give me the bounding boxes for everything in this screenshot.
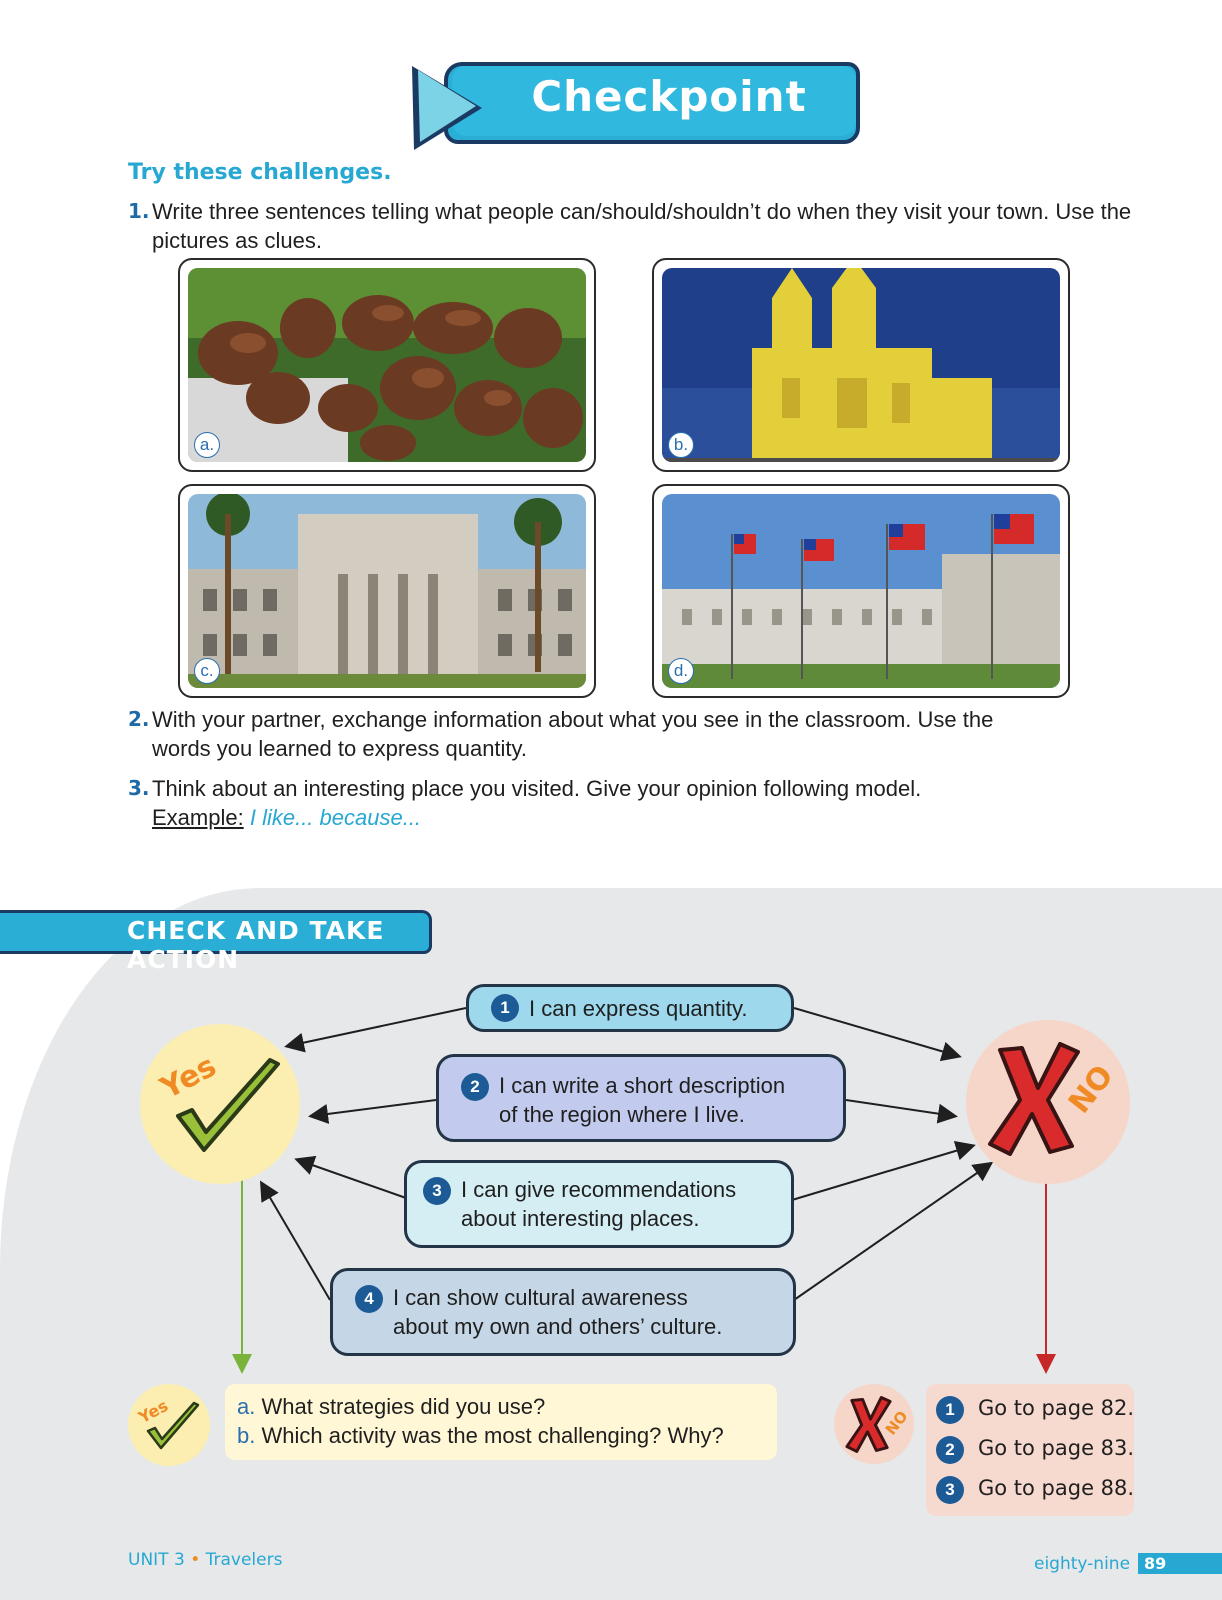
statement-number: 2 <box>461 1073 489 1101</box>
check-and-take-action-banner <box>0 910 436 974</box>
yes-circle <box>140 1024 300 1184</box>
item-text <box>152 774 1132 832</box>
statement-text-line-2: about interesting places. <box>461 1206 700 1231</box>
photo-label: a. <box>194 432 220 458</box>
play-arrow-icon <box>404 56 494 156</box>
statement-text-line-1: I can show cultural awareness <box>393 1285 688 1310</box>
action-text: Go to page 88. <box>978 1476 1135 1500</box>
item-number: 2. <box>128 707 150 731</box>
question-letter: a. <box>237 1394 256 1419</box>
checkmark-icon <box>144 1400 204 1460</box>
yes-label: Yes <box>155 1048 223 1107</box>
example-model: I like... because... <box>249 805 422 830</box>
statement-text: I can express quantity. <box>529 996 748 1021</box>
footer-unit <box>128 1550 282 1570</box>
no-circle <box>966 1020 1130 1184</box>
church-photo <box>662 268 1060 462</box>
museum-photo <box>188 494 586 688</box>
item-text: Write three sentences telling what people can/should/shouldn’t do when they visit your town. Use the pictures as clues. <box>152 199 1132 253</box>
action-number: 1 <box>936 1396 964 1424</box>
statement-number: 4 <box>355 1285 383 1313</box>
statement-4 <box>330 1268 796 1356</box>
no-label-small: NO <box>881 1407 912 1439</box>
yes-question-b <box>237 1421 765 1450</box>
statement-text-line-1: I can write a short description <box>499 1073 786 1098</box>
photo-c <box>178 484 596 698</box>
photo-label: c. <box>194 658 220 684</box>
statement-1 <box>466 984 794 1032</box>
statement-text-line-2: of the region where I live. <box>499 1102 745 1127</box>
action-number: 2 <box>936 1436 964 1464</box>
action-number: 3 <box>936 1476 964 1504</box>
statement-text-line-2: about my own and others’ culture. <box>393 1314 723 1339</box>
section-title: CHECK AND TAKE ACTION <box>127 916 385 974</box>
photo-d <box>652 484 1070 698</box>
page-number-words: eighty-nine <box>1034 1554 1131 1574</box>
item-number: 3. <box>128 776 150 800</box>
item-text: With your partner, exchange information about what you see in the classroom. Use the words you learned to express quantity. <box>152 707 994 761</box>
yes-circle-small <box>128 1384 210 1466</box>
photo-label: b. <box>668 432 694 458</box>
statement-2 <box>436 1054 846 1142</box>
no-actions-panel <box>926 1384 1134 1516</box>
page-number: 89 <box>1138 1553 1222 1574</box>
action-text: Go to page 82. <box>978 1396 1135 1420</box>
example-label: Example: <box>152 805 244 830</box>
challenges-heading: Try these challenges. <box>128 160 392 185</box>
statement-number: 3 <box>423 1177 451 1205</box>
statement-text-line-1: I can give recommendations <box>461 1177 737 1202</box>
question-text: What strategies did you use? <box>261 1394 546 1419</box>
unit-label: UNIT 3 <box>128 1550 185 1570</box>
no-label: NO <box>1061 1058 1121 1121</box>
yes-question-a <box>237 1392 765 1421</box>
photo-b <box>652 258 1070 472</box>
checkpoint-banner <box>404 56 864 148</box>
unit-topic: Travelers <box>205 1550 283 1570</box>
yes-label-small: Yes <box>135 1395 172 1428</box>
palace-with-flags-photo <box>662 494 1060 688</box>
pottery-photo <box>188 268 586 462</box>
action-text: Go to page 83. <box>978 1436 1135 1460</box>
statement-number: 1 <box>491 994 519 1022</box>
yes-questions-panel <box>225 1384 777 1460</box>
checkmark-icon <box>170 1054 290 1174</box>
question-letter: b. <box>237 1423 256 1448</box>
statement-3 <box>404 1160 794 1248</box>
page-title: Checkpoint <box>531 72 807 121</box>
item-instruction: Think about an interesting place you visited. Give your opinion following model. <box>152 776 922 801</box>
question-text: Which activity was the most challenging? Why? <box>261 1423 724 1448</box>
photo-label: d. <box>668 658 694 684</box>
item-number: 1. <box>128 199 150 223</box>
no-circle-small <box>834 1384 914 1464</box>
photo-a <box>178 258 596 472</box>
footer-separator: • <box>190 1550 201 1570</box>
